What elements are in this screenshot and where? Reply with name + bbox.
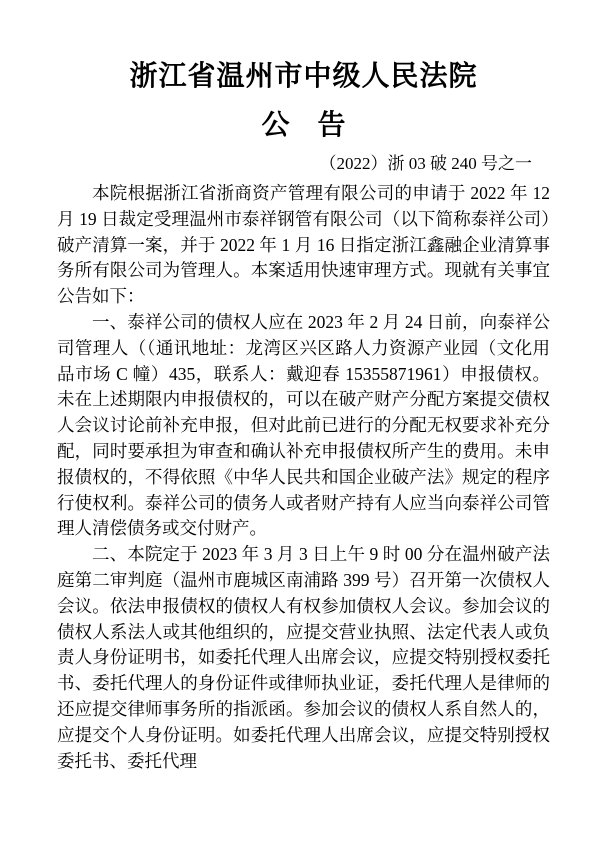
case-number: （2022）浙 03 破 240 号之一 [319, 154, 532, 173]
document-title: 公 告 [261, 110, 346, 141]
paragraph-claim-declaration: 一、泰祥公司的债权人应在 2023 年 2 月 24 日前，向泰祥公司管理人（（通讯地址：龙湾区兴区路人力资源产业园（文化用品市场 C 幢）435，联系人：戴迎春 15355871961）申报债权。未在上述期限内申报债权的，可以在破产财产分配方案提交债权人会议讨论前补充申报，但对此前已进行的分配无权要求补充分配，同时要承担为审查和确认补充申报债权所产生的费用。未申报债权的，不得依照《中华人民共和国企业破产法》规定的程序行使权利。泰祥公司的债务人或者财产持有人应当向泰祥公司管理人清偿债务或交付财产。 [57, 311, 550, 539]
court-name-heading: 浙江省温州市中级人民法院 [129, 61, 478, 92]
paragraph-creditors-meeting: 二、本院定于 2023 年 3 月 3 日上午 9 时 00 分在温州破产法庭第二审判庭（温州市鹿城区南浦路 399 号）召开第一次债权人会议。依法申报债权的债权人有权参加债权人会议。参加会议的债权人系法人或其他组织的，应提交营业执照、法定代表人或负责人身份证明书，如委托代理人出席会议，应提交特别授权委托书、委托代理人的身份证件或律师执业证，委托代理人是律师的还应提交律师事务所的指派函。参加会议的债权人系自然人的，应提交个人身份证明。如委托代理人出席会议，应提交特别授权委托书、委托代理 [57, 544, 550, 771]
document-body [57, 181, 550, 774]
paragraph-intro: 本院根据浙江省浙商资产管理有限公司的申请于 2022 年 12 月 19 日裁定受理温州市泰祥钢管有限公司（以下简称泰祥公司）破产清算一案，并于 2022 年 1 月 16 日指定浙江鑫融企业清算事务所有限公司为管理人。本案适用快速审理方式。现就有关事宜公告如下： [57, 183, 550, 307]
